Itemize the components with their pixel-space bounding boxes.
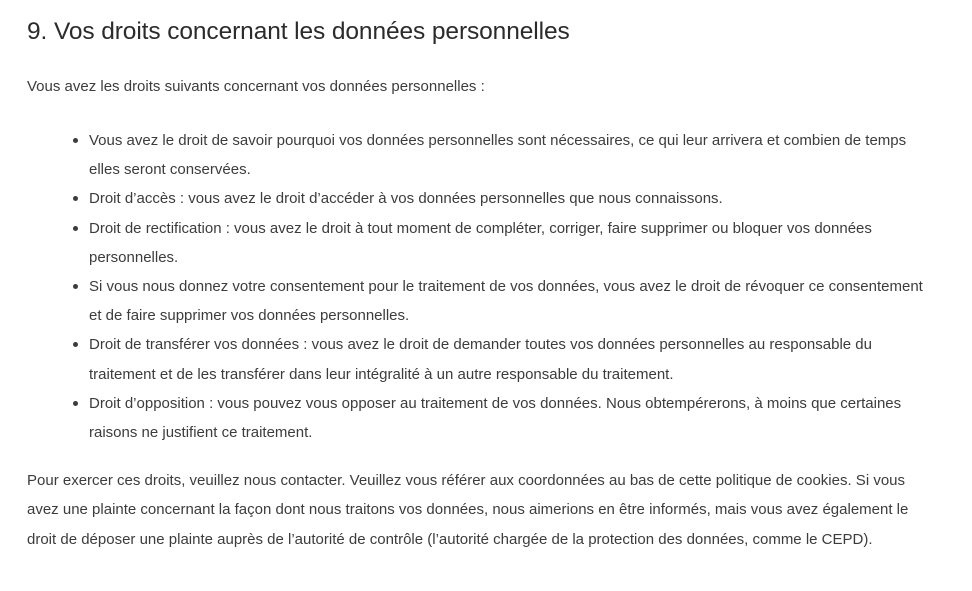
outro-paragraph: Pour exercer ces droits, veuillez nous contacter. Veuillez vous référer aux coordonnées au bas de cette politique de cookies. Si vous avez une plainte concernant la façon dont nous traitons vos données, nous aimerions en être informés, mais vous avez également le droit de déposer une plainte auprès de l’autorité de contrôle (l’autorité chargée de la protection des données, comme le CEPD).	[27, 472, 909, 548]
intro-paragraph: Vous avez les droits suivants concernant vos données personnelles :	[27, 78, 485, 95]
list-item-right-to-revoke-consent: Si vous nous donnez votre consentement pour le traitement de vos données, vous avez le droit de révoquer ce consentement et de faire supprimer vos données personnelles.	[89, 272, 932, 330]
list-item-right-of-rectification: Droit de rectification : vous avez le droit à tout moment de compléter, corriger, faire supprimer ou bloquer vos données personnelles.	[89, 214, 932, 272]
rights-list	[27, 126, 932, 447]
list-item-right-to-know: Vous avez le droit de savoir pourquoi vos données personnelles sont nécessaires, ce qui leur arrivera et combien de temps elles seront conservées.	[89, 126, 932, 184]
list-item-right-to-object: Droit d’opposition : vous pouvez vous opposer au traitement de vos données. Nous obtempérerons, à moins que certaines raisons ne justifient ce traitement.	[89, 389, 932, 447]
section-heading: 9. Vos droits concernant les données personnelles	[27, 18, 570, 45]
list-item-right-to-portability: Droit de transférer vos données : vous avez le droit de demander toutes vos données personnelles au responsable du traitement et de les transférer dans leur intégralité à un autre responsable du traitement.	[89, 330, 932, 388]
list-item-right-of-access: Droit d’accès : vous avez le droit d’accéder à vos données personnelles que nous connaissons.	[89, 184, 932, 213]
